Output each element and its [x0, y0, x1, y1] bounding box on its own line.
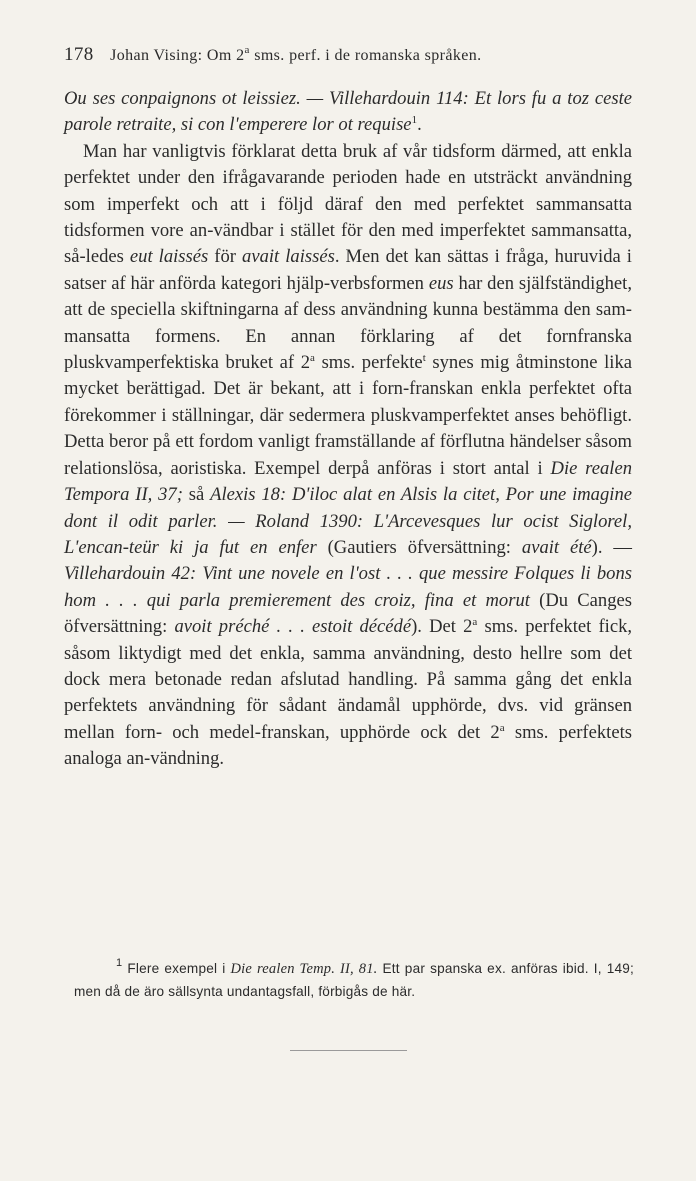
footnote: $^1$ Flere exempel i Die realen Temp. II, 81. Ett par spanska ex. anföras ibid. I, 149; men då de äro sällsynta undantagsfall, förbigås de här. — [74, 957, 635, 999]
paragraph-quote: Ou ses conpaignons ot leissiez. — Villehardouin 114: Et lors fu a toz ceste parole retraite, si con l'emperere lor ot requise$^1$. — [64, 88, 632, 136]
footnote-marker: 1 — [116, 957, 123, 969]
bottom-rule — [290, 1050, 407, 1051]
footnote-ref[interactable]: 1 — [411, 114, 418, 127]
page-number: 178 — [64, 44, 94, 65]
main-text — [64, 86, 632, 773]
running-title: Johan Vising: Om 2$^a$ sms. perf. i de romanska språken. — [110, 44, 482, 64]
paragraph-discussion: Man har vanligtvis förklarat detta bruk af vår tidsform därmed, att enkla perfektet under den ifrågavarande perioden hade en utsträckt användning som imperfekt och att i följd däraf den med perfektet sammansatta tidsformen vore an-vändbar i stället för den med imperfektet sammansatta, så-ledes eut laissés för avait laissés. Men det kan sättas i fråga, huruvida i satser af här anförda kategori hjälp-verbsformen eus har den själfständighet, att de speciella skiftningarna af dess användning kunna bestämma den sam-mansatta formens. En annan förklaring af det fornfranska pluskvamperfektiska bruket af 2$^a$ sms. perfekte$^t$ synes mig åtminstone lika mycket berättigad. Det är bekant, att i forn-franskan enkla perfektet ofta förekommer i ställningar, där sedermera pluskvamperfektet anses behöfligt. Detta beror på ett fordom vanligt framställande af förflutna händelser såsom relationslösa, aoristiska. Exempel derpå anföras i stort antal i Die realen Tempora II, 37; så Alexis 18: D'iloc alat en Alsis la citet, Por une imagine dont il odit parler. — Roland 1390: L'Arcevesques lur ocist Siglorel, L'encan-teür ki ja fut en enfer (Gautiers öfversättning: avait été). — Villehardouin 42: Vint une novele en l'ost . . . que messire Folques li bons hom . . . qui parla premierement des croiz, fina et morut (Du Canges öfversättning: avoit préché . . . estoit décédé). Det 2$^a$ sms. perfektet fick, såsom liktydigt med det enkla, samma användning, desto hellre som det dock mera betonade redan afslutad handling. På samma gång det enkla perfektets användning för sådant ändamål upphörde, dvs. vid gränsen mellan forn- och medel-franskan, upphörde ock det 2$^a$ sms. perfektets analoga an-vändning. — [64, 140, 633, 770]
running-header — [64, 44, 644, 66]
